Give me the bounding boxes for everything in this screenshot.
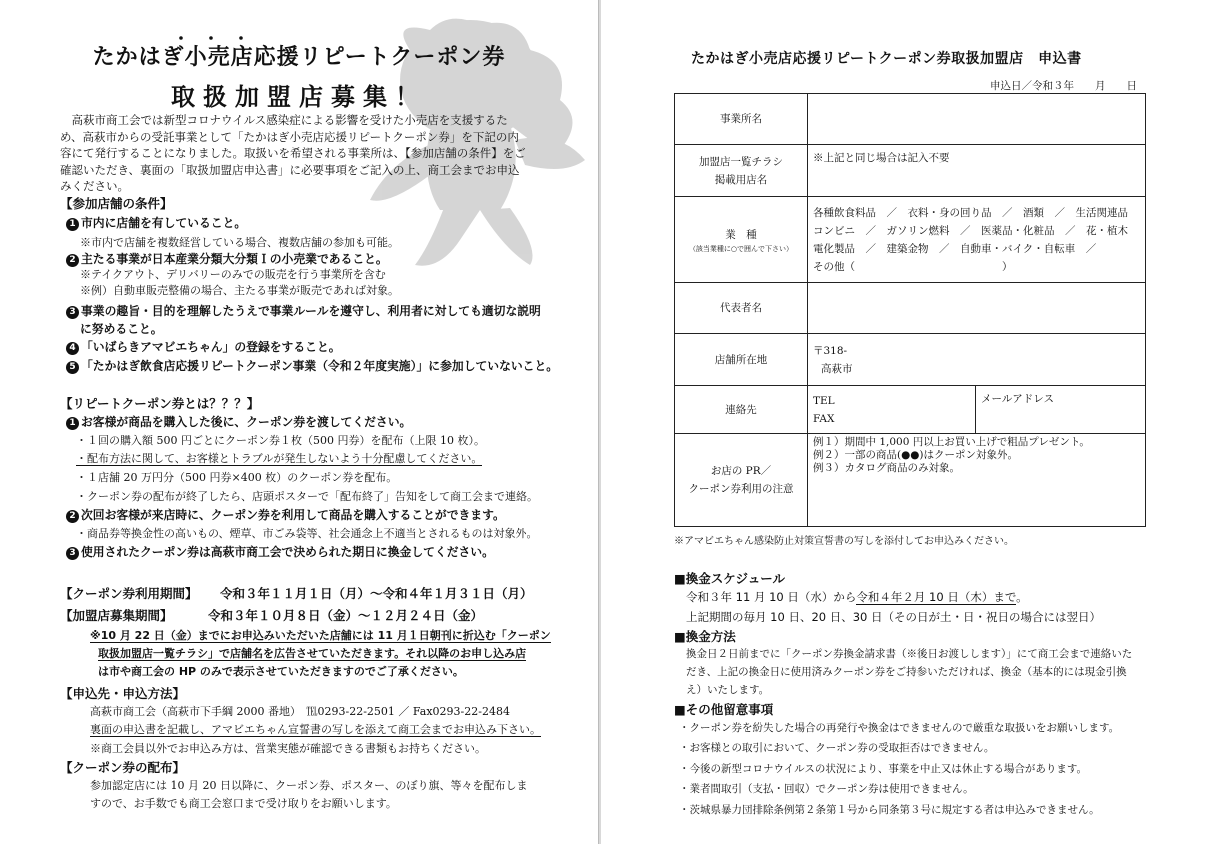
application-date: 申込日／令和３年 月 日 (990, 80, 1137, 92)
email-field[interactable] (976, 386, 1146, 434)
application-form (674, 93, 1146, 527)
repeat-step-1-bullet-2: ・配布方法に関して、お客様とトラブルが発生しないよう十分配慮してください。 (76, 452, 483, 465)
flyer-page (0, 0, 598, 844)
phone-fax-field[interactable] (808, 386, 976, 434)
form-title: たかはぎ小売店応援リピートクーポン券取扱加盟店 申込書 (691, 51, 1082, 67)
category-options[interactable] (808, 197, 1146, 283)
exchange-method-heading: ■換金方法 (674, 629, 736, 644)
business-name-field[interactable] (808, 94, 1146, 145)
pr-field[interactable] (808, 434, 1146, 527)
list-item: ・業者間取引（支払・回収）でクーポン券は使用できません。 (679, 783, 974, 796)
distribution-line-2: すので、お手数でも商工会窓口まで受け取りをお願いします。 (90, 797, 397, 810)
intro-paragraph: 高萩市商工会では新型コロナウイルス感染症による影響を受けた小売店を支援するため、高萩市からの受託事業として「たかはぎ小売店応援リピートクーポン券」を下記の内容にて発行することになりました。取扱いを希望される事業所は、【参加店舗の条件】をご確認いただき、裏面の「取扱加盟店申込書」に必要事項をご記入の上、商工会までお申込みください。 (60, 113, 526, 193)
exchange-schedule-days: 上記期間の毎月 10 日、20 日、30 日（その日が土・日・祝日の場合には翌日） (686, 610, 1102, 624)
recruit-period-label: 【加盟店募集期間】 (60, 608, 173, 623)
recruit-note-2: 取扱加盟店一覧チラシ」で店舗名を広告させていただきます。それ以降のお申し込み店 (98, 647, 527, 660)
other-notes-heading: ■その他留意事項 (674, 702, 774, 717)
category-option-row-3: 電化製品 ／ 建築金物 ／ 自動車・バイク・自転車 ／ (813, 242, 1097, 255)
list-item: ・クーポン券を紛失した場合の再発行や換金はできませんので厳重な取扱いをお願いします。 (679, 722, 1120, 734)
flyer-name-label: 加盟店一覧チラシ 掲載用店名 (675, 145, 808, 197)
exchange-schedule-heading: ■換金スケジュール (674, 571, 786, 586)
condition-2-note-1: ※テイクアウト、デリバリーのみでの販売を行う事業所を含む (80, 268, 386, 281)
condition-1-note: ※市内で店舗を複数経営している場合、複数店舗の参加も可能。 (80, 236, 399, 249)
condition-2: 2 主たる事業が日本産業分類大分類Ｉの小売業であること。 (66, 250, 388, 267)
postal-code-prefix: 〒318- (813, 344, 848, 357)
conditions-heading: 【参加店舗の条件】 (60, 196, 173, 211)
recruit-note-3: は市や商工会の HP のみで表示させていただきますのでご了承ください。 (98, 665, 464, 678)
exchange-method-line-1: 換金日２日前までに「クーポン券換金請求書（※後日お渡しします）」にて商工会まで連絡いた (686, 648, 1133, 660)
list-item: ・お客様との取引において、クーポン券の受取拒否はできません。 (679, 742, 995, 755)
condition-4: 4 「いばらきアマビエちゃん」の登録をすること。 (66, 338, 341, 355)
attachment-note: ※アマビエちゃん感染防止対策宣誓書の写しを添付してお申込みください。 (674, 536, 1014, 547)
email-label: メールアドレス (981, 393, 1054, 405)
repeat-coupon-heading: 【リピートクーポン券とは？？？】 (60, 396, 260, 411)
application-form-page (601, 0, 1207, 844)
pr-label: お店の PR／ クーポン券利用の注意 (675, 434, 808, 527)
category-option-row-1: 各種飲食料品 ／ 衣料・身の回り品 ／ 酒類 ／ 生活関連品 (813, 206, 1128, 219)
flyer-name-field[interactable] (808, 145, 1146, 197)
tel-label: TEL (813, 394, 835, 407)
use-period-value: 令和３年１１月１日（月）～令和４年１月３１日（月） (220, 586, 533, 601)
condition-3-cont: に努めること。 (80, 322, 163, 336)
apply-heading: 【申込先・申込方法】 (60, 686, 186, 701)
repeat-step-1: 1 お客様が商品を購入した後に、クーポン券を渡してください。 (66, 413, 411, 430)
representative-label: 代表者名 (675, 283, 808, 334)
category-option-row-2: コンビニ ／ ガソリン燃料 ／ 医薬品・化粧品 ／ 花・植木 (813, 224, 1128, 237)
city-prefix: 高萩市 (821, 362, 853, 375)
title-emphasis-dots: ・・・ (173, 29, 264, 48)
distribution-heading: 【クーポン券の配布】 (60, 760, 186, 775)
pr-example-2: 例２）一部の商品(●●)はクーポン対象外。 (813, 449, 1019, 461)
flyer-subtitle: 取扱加盟店募集！ (171, 83, 427, 111)
other-notes-list (679, 718, 1119, 820)
repeat-step-1-bullet-1: ・１回の購入額 500 円ごとにクーポン券１枚（500 円券）を配布（上限 10 枚）。 (76, 434, 485, 447)
condition-5: 5 「たかはぎ飲食店応援リピートクーポン事業（令和２年度実施）」に参加していないこと。 (66, 357, 558, 374)
apply-note: ※商工会員以外でお申込み方は、営業実態が確認できる書類もお持ちください。 (90, 742, 486, 755)
repeat-step-1-bullet-3: ・１店舗 20 万円分（500 円券×400 枚）のクーポン券を配布。 (76, 471, 398, 484)
category-option-other: その他（ ） (813, 260, 1013, 273)
representative-field[interactable] (808, 283, 1146, 334)
exchange-schedule-period: 令和３年 11 月 10 日（水）から令和４年２月 10 日（木）まで。 (686, 590, 1028, 604)
pr-example-3: 例３）カタログ商品のみ対象。 (813, 462, 960, 474)
repeat-step-1-bullet-4: ・クーポン券の配布が終了したら、店頭ポスターで「配布終了」告知をして商工会まで連絡。 (76, 490, 538, 503)
flyer-title: たかはぎ小売店応援リピートクーポン券 (92, 45, 506, 70)
condition-2-note-2: ※例）自動車販売整備の場合、主たる事業が販売であれば対象。 (80, 284, 399, 297)
apply-address: 高萩市商工会（高萩市下手綱 2000 番地） ℡0293-22-2501 ／ Fax0293-22-2484 (90, 705, 510, 718)
contact-label: 連絡先 (675, 386, 808, 434)
pr-example-1: 例１）期間中 1,000 円以上お買い上げで粗品プレゼント。 (813, 436, 1090, 448)
list-item: ・茨城県暴力団排除条例第２条第１号から同条第３号に規定する者は申込みできません。 (679, 803, 1100, 816)
list-item: ・今後の新型コロナウイルスの状況により、事業を中止又は休止する場合があります。 (679, 762, 1088, 775)
condition-3: 3 事業の趣旨・目的を理解したうえで事業ルールを遵守し、利用者に対しても適切な説明 (66, 302, 541, 319)
exchange-method-line-3: え）いたします。 (686, 684, 770, 696)
apply-instructions: 裏面の申込書を記載し、アマビエちゃん宣誓書の写しを添えて商工会までお申込み下さい。 (90, 723, 541, 736)
recruit-note-1: ※10 月 22 日（金）までにお申込みいただいた店舗には 11 月１日朝刊に折込む「クーポン (90, 629, 551, 642)
address-field[interactable] (808, 334, 1146, 386)
distribution-line-1: 参加認定店には 10 月 20 日以降に、クーポン券、ポスター、のぼり旗、等々を配布しま (90, 779, 528, 792)
category-label: 業 種 （該当業種に○で囲んで下さい） (675, 197, 808, 283)
repeat-step-3: 3 使用されたクーポン券は高萩市商工会で決められた期日に換金してください。 (66, 543, 494, 560)
repeat-step-2-bullet-1: ・商品券等換金性の高いもの、煙草、市ごみ袋等、社会通念上不適当とされるものは対象外。 (76, 527, 538, 540)
condition-1: 1 市内に店舗を有していること。 (66, 214, 246, 231)
flyer-name-note: ※上記と同じ場合は記入不要 (813, 152, 950, 164)
business-name-label: 事業所名 (675, 94, 808, 145)
exchange-method-line-2: だき、上記の換金日に使用済みクーポン券をご持参いただければ、換金（基本的には現金引換 (686, 666, 1127, 678)
use-period-label: 【クーポン券利用期間】 (60, 586, 198, 601)
fax-label: FAX (813, 412, 835, 425)
address-label: 店舗所在地 (675, 334, 808, 386)
recruit-period-value: 令和３年１０月８日（金）～１２月２４日（金） (208, 608, 484, 623)
repeat-step-2: 2 次回お客様が来店時に、クーポン券を利用して商品を購入することができます。 (66, 506, 505, 523)
